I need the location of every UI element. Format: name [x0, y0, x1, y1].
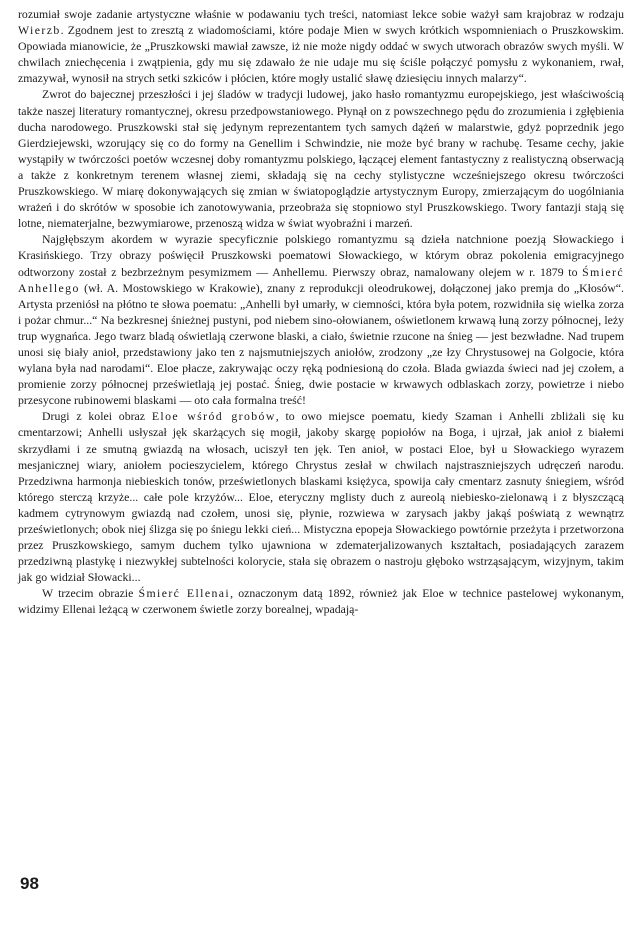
document-page [18, 6, 624, 618]
paragraph-2-text: Zwrot do bajecznej przeszłości i jej śladów w tradycji ludowej, jako hasło romantyzmu europejskiego, jest właściwością także naszej literatury romantycznej, okresu przedpowstaniowego. Płynął on z powszechnego pędu do zrozumienia i zgłębienia ducha narodowego. Pruszkowski stał się jedynym reprezentantem tych samych dążeń w malarstwie, gdyż poprzednik jego Gierdziejewski, wzorujący się co do formy na Genellim i Schwindzie, nie może być brany w rachubę. Tesame cechy, jakie wystąpiły w twórczości poetów wczesnej doby romantyzmu polskiego, łączącej element fantastyczny z realistyczną obserwacją a także z konkretnym terenem własnej ziemi, składają się na cechy stylistyczne wcześniejszego okresu twórczości Pruszkowskiego. W miarę dokonywających się zmian w światopoglądzie artystycznym Europy, zmierzającym do uogólniania wrażeń i do skrótów w sposobie ich zanotowywania, przeobraża się stopniowo styl Pruszkowskiego. Twory fantazji stają się lotne, niematerjalne, bezwymiarowe, przenoszą widza w świat wyobraźni i marzeń. [18, 87, 624, 231]
paragraph-1-text: rozumiał swoje zadanie artystyczne właśnie w podawaniu tych treści, natomiast lekce sobie ważył sam krajobraz w rodzaju [18, 7, 624, 21]
paragraph-1-text-cont: . Zgodnem jest to zresztą z wiadomościami, które podaje Mien w swych krótkich wspomnieniach o Pruszkowskim. Opowiada mianowicie, że „Pruszkowski mawiał zawsze, iż nie może nigdy oddać w swych utworach obrazów swych myśli. W chwilach zniechęcenia i zwątpienia, gdy mu się zdawało że nie udaje mu się ściśle połączyć pomysłu z wykonaniem, rwał, zmazywał, wynosił na strych setki szkiców i płócien, które mogły ustalić sławę dziesięciu innych malarzy“. [18, 23, 624, 86]
paragraph-5-text-cont: , oznaczonym datą 1892, również jak Eloe w technice pastelowej wykonanym, widzimy Ellenai leżącą w czerwonem świetle zorzy borealnej, wpadają- [18, 586, 624, 617]
paragraph-1 [18, 6, 624, 86]
paragraph-4-text: Drugi z kolei obraz [42, 409, 152, 424]
paragraph-3 [18, 231, 624, 408]
paragraph-3-text-cont: (wł. A. Mostowskiego w Krakowie), znany z reprodukcji oleodrukowej, dołączonej jako premja do „Kłosów“. Artysta przeniósł na płótno te słowa poematu: „Anhelli był umarły, w ciemności, która była potem, rozwidniła się wielka zorza i pożar chmur...“ Na bezkresnej śnieżnej pustyni, pod niebem sino-ołowianem, oświetlonem krwawą łuną zorzy północnej, leży trup wygnańca. Jego twarz bladą oświetlają czerwone blaski, a ciało, świetnie rzucone na śnieg — jest bezwładne. Nad trupem unosi się biały anioł, przedstawiony jako ten z najsmutniejszych aniołów, zrodzony „ze łzy Chrystusowej na Golgocie, która wylana była nad narodami“. Eloe płacze, zakrywając oczy ręką podniesioną do czoła. Blada gwiazda świeci nad jej czołem, a promienie zorzy północnej prześwietlają jej postać. Śnieg, dwie postacie w krwawych odblaskach zorzy, powietrze i niebo przesycone rubinowemi blaskami — oto cała formalna treść! [18, 280, 624, 408]
title-smierc-ellenai: Śmierć Ellenai [138, 586, 231, 601]
title-smierc-anhellego: Śmierć Anhellego [18, 264, 624, 295]
text-body [18, 6, 624, 618]
title-eloe-wsrod-grobow: Eloe wśród grobów [151, 409, 276, 424]
paragraph-3-text: Najgłębszym akordem w wyrazie specyficznie polskiego romantyzmu są dzieła natchnione poezją Słowackiego i Krasińskiego. Trzy obrazy poświęcił Pruszkowski poematowi Słowackiego, w którym obraz pokolenia emigracyjnego odtworzony został z bezbrzeżnym pesymizmem — Anhellemu. Pierwszy obraz, namalowany olejem w r. 1879 to [18, 232, 624, 279]
paragraph-4 [18, 408, 624, 585]
paragraph-4-text-cont: , to owo miejsce poematu, kiedy Szaman i Anhelli zbliżali się ku cmentarzowi; Anhelli usłyszał jęk skarżących się mogił, jakoby skargę popiołów na Boga, i ujrzał, jak anioł z białemi skrzydłami i ze smutną gwiazdą na włosach, uciszył ten jęk. Ten anioł, w postaci Eloe, był u Słowackiego wyrazem mesjanicznej wiary, aniołem pocieszycielem, którego Chrystus zesłał w chwilach najstraszniejszych udręczeń narodu. Przedziwna harmonja niebieskich tonów, prześwietlonych blaskami księżyca, spowija cały cmentarz zasnuty śniegiem, wśród którego sterczą krzyże... całe pole krzyżów... Eloe, eteryczny mglisty duch z aureolą niebiesko-zielonawą i z błyszczącą kadmem cytrynowym gwiazdą nad czołem, unosi się, płynie, rozwiewa w zarysach jakby jakąś poświatą z wewnątrz prześwietlonych; obok niej ślizga się po śniegu lekki cień... Mistyczna epopeja Słowackiego powtórnie przeżyta i przetworzona przez Pruszkowskiego, samym duchem tylko ujawniona w zdematerjalizowanych kształtach, posiadających zarazem przedziwną plastykę i niezwykłej subtelności kolorycie, stała się obrazem o nastroju głęboko wstrząsającym, wizyjnym, takim jak go widział Słowacki... [18, 409, 624, 585]
title-wierzb: Wierzb [18, 23, 61, 38]
paragraph-5 [18, 585, 624, 617]
page-number: 98 [20, 874, 39, 893]
paragraph-5-text: W trzecim obrazie [42, 586, 139, 601]
paragraph-2 [18, 86, 624, 231]
